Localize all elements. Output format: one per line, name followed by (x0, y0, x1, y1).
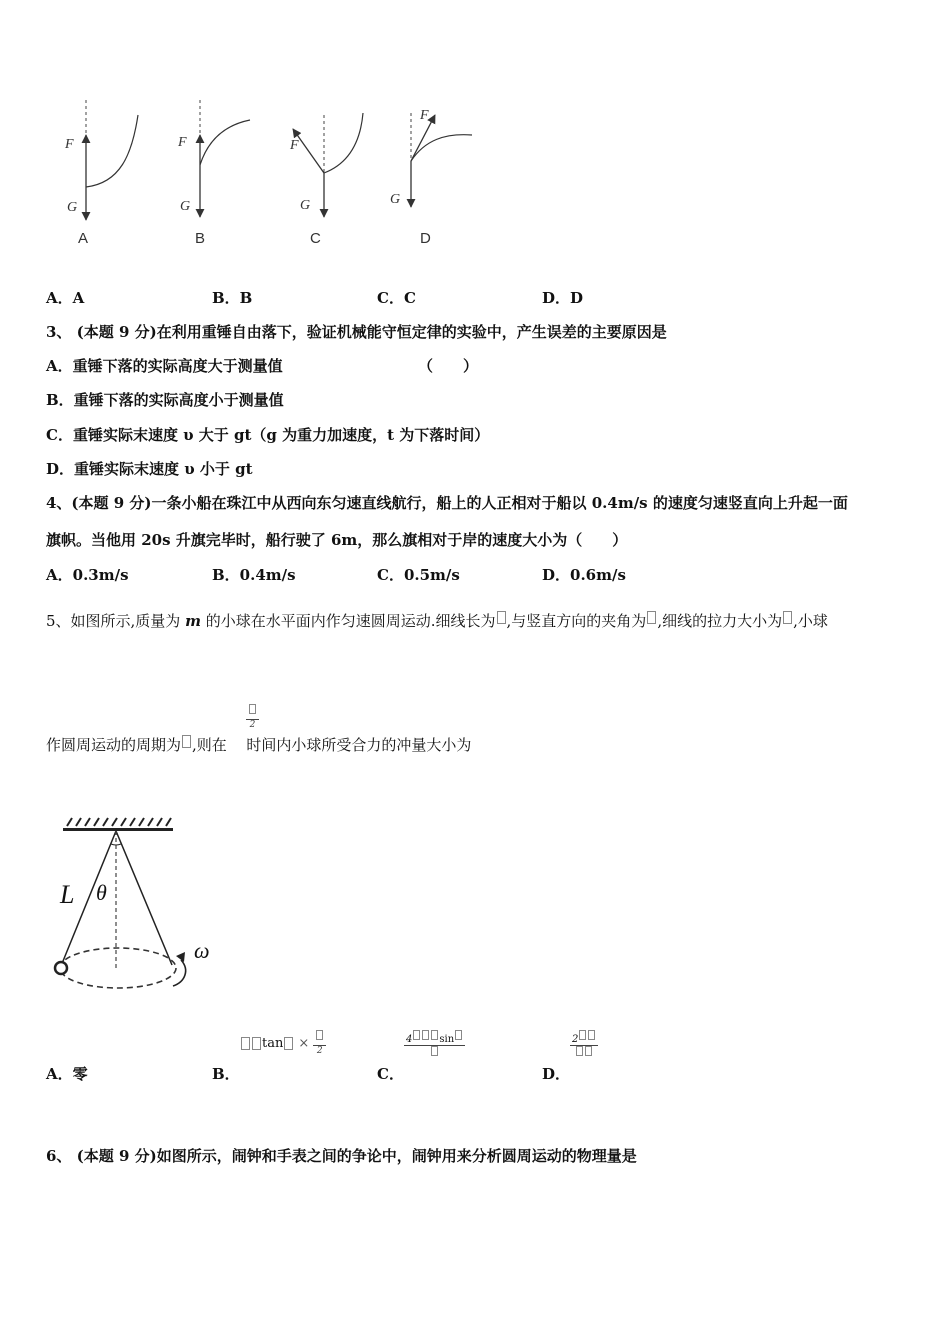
q3-answer-paren: （ ） (418, 357, 479, 375)
fig-a-g-label: G (67, 200, 78, 215)
q5-text-8: 时间内小球所受合力的冲量大小为 (246, 736, 472, 754)
q3-option-b: B．重锤下落的实际高度小于测量值 (46, 391, 284, 409)
fig-label-a: A (78, 230, 89, 247)
q3-option-d: D．重锤实际末速度 υ 小于 gt (46, 460, 253, 478)
q2-option-c: C．C (377, 289, 416, 307)
fig-label-d: D (420, 230, 431, 247)
missing-symbol-box (585, 1046, 592, 1056)
fig-label-c: C (310, 230, 321, 247)
missing-symbol-box (284, 1037, 293, 1050)
fig-label-b: B (195, 230, 206, 247)
q4-stem-line2: 旗帜。当他用 20s 升旗完毕时，船行驶了 6m，那么旗相对于岸的速度大小为（ ） (46, 531, 628, 549)
formula-four: 4 (406, 1034, 413, 1045)
q3-stem: 3、 (本题 9 分)在利用重锤自由落下，验证机械能守恒定律的实验中，产生误差的主要原因是 (46, 323, 667, 341)
q5-stem-line2 (46, 734, 471, 755)
q5-fraction-denominator: 2 (249, 720, 256, 730)
diagram-d (411, 113, 472, 207)
missing-symbol-box (182, 735, 191, 748)
fig-theta-label: θ (96, 880, 107, 905)
diagram-b (200, 100, 250, 217)
q5-text-7: ,则在 (192, 736, 227, 754)
q5-text-2: 的小球在水平面内作匀速圆周运动.细线长为 (205, 612, 496, 630)
q4-option-a: A．0.3m/s (46, 566, 129, 584)
missing-symbol-box (576, 1046, 583, 1056)
missing-symbol-box (316, 1030, 323, 1040)
missing-symbol-box (455, 1030, 462, 1040)
q5-option-d-formula (570, 1030, 598, 1061)
missing-symbol-box (497, 611, 506, 624)
missing-symbol-box (422, 1030, 429, 1040)
fig-length-label: L (60, 880, 75, 909)
missing-symbol-box (252, 1037, 261, 1050)
q5-text-6: 作圆周运动的周期为 (46, 736, 182, 754)
q5-option-a: A．零 (46, 1065, 88, 1083)
formula-sin: sin (439, 1034, 455, 1045)
missing-symbol-box (413, 1030, 420, 1040)
q5-option-d: D． (542, 1065, 571, 1083)
q2-option-b: B．B (212, 289, 253, 307)
fig-c-g-label: G (300, 198, 311, 213)
formula-two: 2 (572, 1034, 579, 1045)
q5-option-b: B． (212, 1065, 240, 1083)
diagram-a (86, 100, 138, 220)
q5-text-4: ,细线的拉力大小为 (657, 612, 783, 630)
fig-b-f-label: F (178, 135, 187, 150)
q5-text-3: ,与竖直方向的夹角为 (506, 612, 647, 630)
missing-symbol-box (431, 1030, 438, 1040)
fig-d-f-label: F (420, 108, 429, 123)
formula-fraction (313, 1030, 326, 1056)
q3-option-a: A．重锤下落的实际高度大于测量值 (46, 357, 283, 375)
fig-c-f-label: F (290, 138, 299, 153)
q5-option-b-formula (240, 1030, 326, 1056)
missing-symbol-box (249, 704, 256, 714)
q5-time-fraction (246, 704, 259, 730)
q4-stem-line1: 4、(本题 9 分)一条小船在珠江中从西向东匀速直线航行，船上的人正相对于船以 0.4m/s 的速度匀速竖直向上升起一面 (46, 494, 848, 512)
q3-option-c: C．重锤实际末速度 υ 大于 gt（g 为重力加速度，t 为下落时间） (46, 426, 490, 444)
formula-tan: tan (262, 1035, 284, 1051)
force-diagrams-figure (40, 95, 500, 255)
fig-a-f-label: F (65, 137, 74, 152)
fig-omega-label: ω (194, 938, 210, 963)
missing-symbol-box (579, 1030, 586, 1040)
q5-stem-line1 (46, 610, 828, 631)
q5-option-c: C． (377, 1065, 404, 1083)
q6-stem: 6、 (本题 9 分)如图所示，闹钟和手表之间的争论中，闹钟用来分析圆周运动的物理量是 (46, 1147, 637, 1165)
formula-denominator: 2 (316, 1046, 323, 1056)
q5-option-c-formula (404, 1030, 465, 1061)
q2-option-a: A．A (46, 289, 85, 307)
q4-option-c: C．0.5m/s (377, 566, 460, 584)
q5-mass-symbol: m (185, 612, 201, 630)
q4-option-b: B．0.4m/s (212, 566, 296, 584)
formula-times: × (298, 1035, 310, 1051)
missing-symbol-box (431, 1046, 438, 1056)
missing-symbol-box (783, 611, 792, 624)
missing-symbol-box (588, 1030, 595, 1040)
q5-text-5: ,小球 (793, 612, 828, 630)
q2-option-d: D．D (542, 289, 584, 307)
fig-b-g-label: G (180, 199, 191, 214)
q4-option-d: D．0.6m/s (542, 566, 626, 584)
q5-text-1: 5、如图所示,质量为 (46, 612, 181, 630)
missing-symbol-box (241, 1037, 250, 1050)
fig-d-g-label: G (390, 192, 401, 207)
missing-symbol-box (647, 611, 656, 624)
